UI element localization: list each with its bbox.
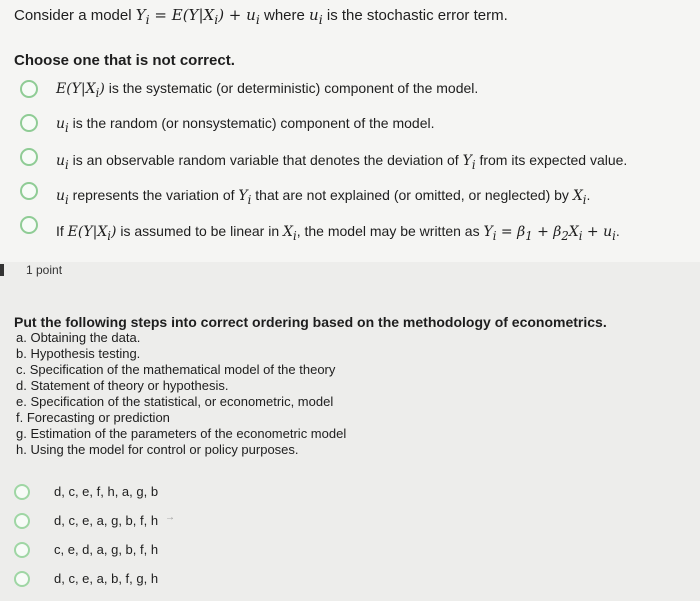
- option-3-radio[interactable]: [20, 148, 38, 166]
- question-1-panel: [0, 0, 700, 262]
- option-2-label[interactable]: $u_i$ is the random (or nonsystematic) component of the model.: [56, 115, 435, 135]
- option-2-radio[interactable]: [20, 114, 38, 132]
- question-1-instruction: Choose one that is not correct.: [14, 52, 235, 69]
- option-4-label[interactable]: $u_i$ represents the variation of $Y_i$ that are not explained (or omitted, or neglected) by $X_i$.: [56, 187, 591, 207]
- step-c: c. Specification of the mathematical model of the theory: [16, 362, 336, 377]
- option-5-label[interactable]: If $E(Y|X_i)$ is assumed to be linear in $X_i$, the model may be written as $Y_i = \beta_1 + \beta_2X_i + u_i$.: [56, 223, 620, 243]
- answer-3-label[interactable]: c, e, d, a, g, b, f, h: [54, 542, 159, 557]
- points-marker: [0, 264, 4, 276]
- option-1-radio[interactable]: [20, 80, 38, 98]
- step-b: b. Hypothesis testing.: [16, 346, 141, 361]
- step-e: e. Specification of the statistical, or econometric, model: [16, 394, 334, 409]
- step-f: f. Forecasting or prediction: [16, 410, 170, 425]
- answer-1-label[interactable]: d, c, e, f, h, a, g, b: [54, 484, 159, 499]
- points-label: 1 point: [26, 263, 63, 277]
- option-4-radio[interactable]: [20, 182, 38, 200]
- option-1-label[interactable]: $E(Y|X_i)$ is the systematic (or deterministic) component of the model.: [56, 80, 479, 100]
- answer-2-label[interactable]: d, c, e, a, g, b, f, h: [54, 513, 159, 528]
- answer-2-radio[interactable]: [14, 513, 30, 529]
- question-1-prompt: Consider a model $Y_i = E(Y|X_i) + u_i$ where $u_i$ is the stochastic error term.: [14, 6, 508, 27]
- answer-1-radio[interactable]: [14, 484, 30, 500]
- question-2-title: Put the following steps into correct ordering based on the methodology of econometrics.: [14, 314, 607, 330]
- step-d: d. Statement of theory or hypothesis.: [16, 378, 229, 393]
- option-5-radio[interactable]: [20, 216, 38, 234]
- step-g: g. Estimation of the parameters of the econometric model: [16, 426, 347, 441]
- cursor-arrow-icon: →: [165, 512, 175, 523]
- option-3-label[interactable]: $u_i$ is an observable random variable that denotes the deviation of $Y_i$ from its expected value.: [56, 152, 628, 172]
- step-h: h. Using the model for control or policy purposes.: [16, 442, 299, 457]
- answer-4-radio[interactable]: [14, 571, 30, 587]
- step-a: a. Obtaining the data.: [16, 330, 141, 345]
- answer-3-radio[interactable]: [14, 542, 30, 558]
- answer-4-label[interactable]: d, c, e, a, b, f, g, h: [54, 571, 159, 586]
